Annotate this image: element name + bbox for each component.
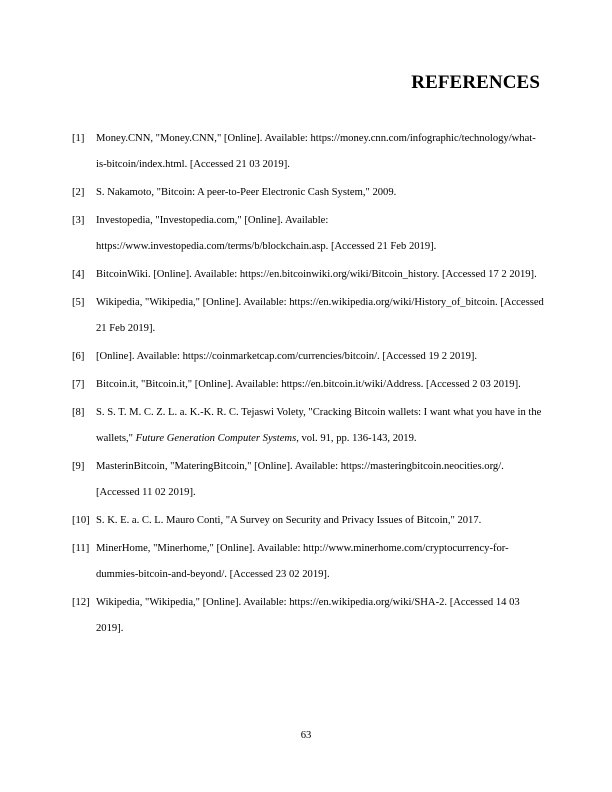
reference-item: [72, 208, 544, 260]
reference-number: [10]: [72, 515, 90, 526]
reference-text: [Online]. Available: https://coinmarketcap.com/currencies/bitcoin/. [Accessed 19 2 2019].: [96, 351, 478, 362]
reference-number: [3]: [72, 215, 85, 226]
reference-text: Wikipedia, "Wikipedia," [Online]. Available: https://en.wikipedia.org/wiki/History_of_bitcoin. [Accessed 21 Feb 2019].: [96, 297, 544, 334]
reference-text: MinerHome, "Minerhome," [Online]. Available: http://www.minerhome.com/cryptocurrency-for-dummies-bitcoin-and-beyond/. [Accessed 23 02 2019].: [96, 543, 509, 580]
reference-number: [6]: [72, 351, 85, 362]
journal-title: Future Generation Computer Systems,: [135, 433, 299, 444]
reference-text-part: S. S. T. M. C. Z. L. a. K.-K. R. C. Tejaswi Volety, "Cracking Bitcoin wallets: I want what you have in the wallets,": [96, 407, 542, 444]
reference-item: [72, 290, 544, 342]
reference-text: Investopedia, "Investopedia.com," [Online]. Available: https://www.investopedia.com/terms/b/blockchain.asp. [Accessed 21 Feb 2019].: [96, 215, 437, 252]
reference-text-part: vol. 91, pp. 136-143, 2019.: [298, 433, 417, 444]
reference-number: [7]: [72, 379, 85, 390]
reference-number: [9]: [72, 461, 85, 472]
reference-text: S. Nakamoto, "Bitcoin: A peer-to-Peer Electronic Cash System," 2009.: [96, 187, 397, 198]
reference-text: Money.CNN, "Money.CNN," [Online]. Available: https://money.cnn.com/infographic/technology/what-is-bitcoin/index.html. [Accessed 21 03 2019].: [96, 133, 536, 170]
reference-item: [72, 262, 544, 288]
reference-text: S. K. E. a. C. L. Mauro Conti, "A Survey on Security and Privacy Issues of Bitcoin," 2017.: [96, 515, 482, 526]
reference-item: [72, 344, 544, 370]
reference-item: [72, 400, 544, 452]
reference-number: [2]: [72, 187, 85, 198]
reference-number: [11]: [72, 543, 90, 554]
reference-text: Wikipedia, "Wikipedia," [Online]. Available: https://en.wikipedia.org/wiki/SHA-2. [Accessed 14 03 2019].: [96, 597, 520, 634]
reference-number: [8]: [72, 407, 85, 418]
reference-item: [72, 126, 544, 178]
reference-number: [5]: [72, 297, 85, 308]
reference-item: [72, 536, 544, 588]
reference-item: [72, 508, 544, 534]
reference-text: BitcoinWiki. [Online]. Available: https://en.bitcoinwiki.org/wiki/Bitcoin_history. [Accessed 17 2 2019].: [96, 269, 537, 280]
reference-item: [72, 590, 544, 642]
reference-text: MasterinBitcoin, "MateringBitcoin," [Online]. Available: https://masteringbitcoin.neocities.org/. [Accessed 11 02 2019].: [96, 461, 504, 498]
reference-number: [12]: [72, 597, 90, 608]
reference-text: Bitcoin.it, "Bitcoin.it," [Online]. Available: https://en.bitcoin.it/wiki/Address. [Accessed 2 03 2019].: [96, 379, 521, 390]
reference-item: [72, 180, 544, 206]
reference-list: [72, 126, 544, 644]
reference-item: [72, 372, 544, 398]
page-title: REFERENCES: [411, 72, 540, 93]
reference-text: [96, 400, 544, 452]
reference-number: [1]: [72, 133, 85, 144]
page-number: 63: [300, 730, 312, 741]
reference-item: [72, 454, 544, 506]
reference-number: [4]: [72, 269, 85, 280]
